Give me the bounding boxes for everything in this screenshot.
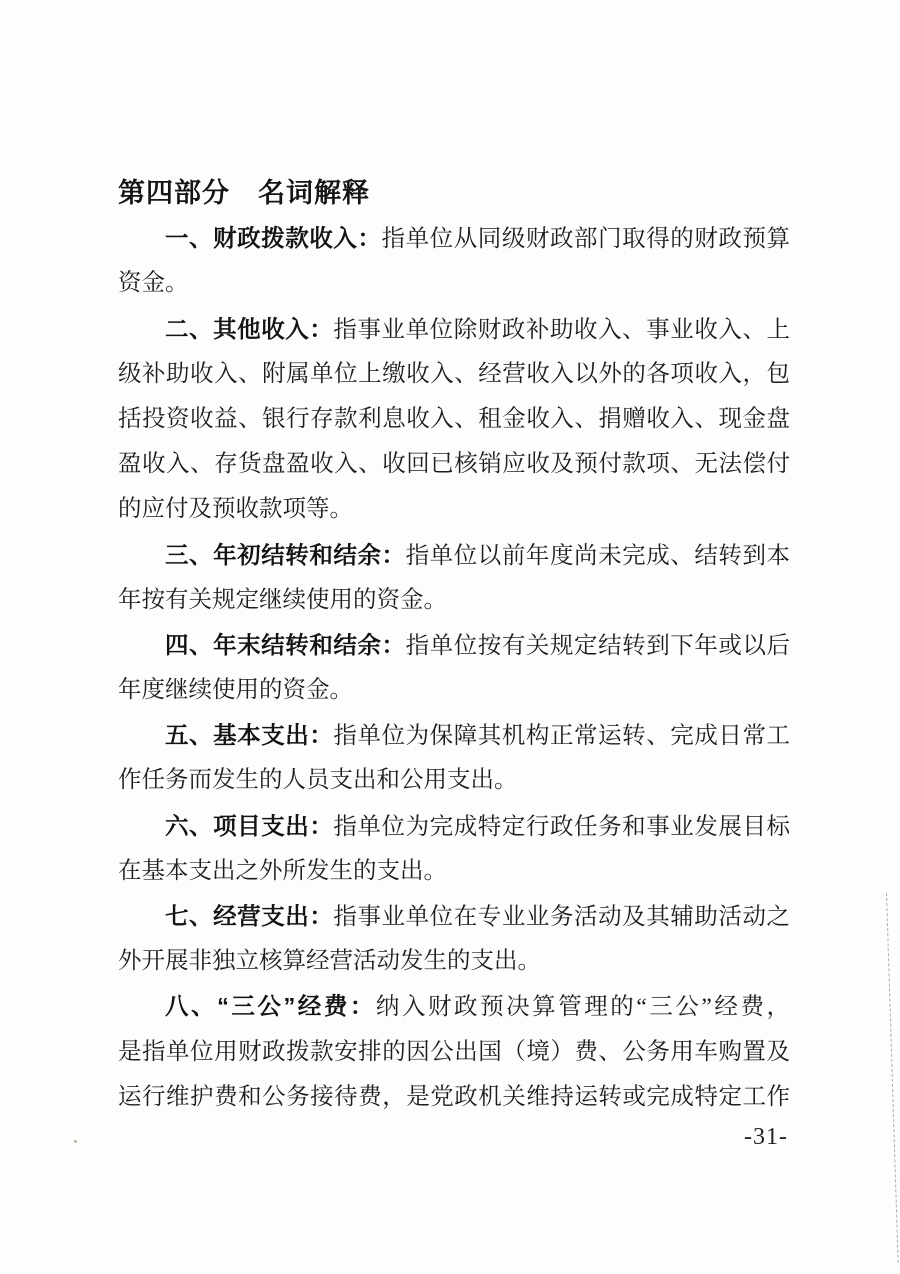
text-line (118, 894, 790, 939)
scan-artifact-dot (74, 1140, 77, 1143)
scan-artifact-line (886, 893, 899, 1263)
line-text: 指单位为保障其机构正常运转、完成日常工 (333, 723, 790, 750)
line-text: 纳入财政预决算管理的“三公”经费， (375, 994, 790, 1021)
text-line (118, 849, 790, 894)
term-label: 六、项目支出： (165, 812, 334, 839)
term-label: 三、年初结转和结余： (165, 541, 406, 568)
text-line (118, 487, 790, 532)
text-line (118, 668, 790, 713)
text-line (118, 1030, 790, 1075)
text-line (118, 1075, 790, 1120)
text-line (118, 578, 790, 623)
line-text: 指单位为完成特定行政任务和事业发展目标 (333, 813, 790, 840)
line-text: 指单位从同级财政部门取得的财政预算 (381, 226, 790, 253)
text-line (118, 804, 790, 849)
text-line (118, 533, 790, 578)
term-label: 二、其他收入： (165, 315, 334, 342)
line-text: 作任务而发生的人员支出和公用支出。 (118, 767, 518, 794)
term-label: 七、经营支出： (165, 903, 334, 929)
term-label: 五、基本支出： (165, 722, 334, 749)
text-line (118, 442, 790, 487)
line-text: 的应付及预收款项等。 (118, 496, 353, 523)
line-text: 指事业单位在专业业务活动及其辅助活动之 (333, 904, 790, 930)
text-line (118, 352, 790, 397)
text-line (118, 397, 790, 442)
text-line (118, 623, 790, 668)
text-line (118, 758, 790, 803)
line-text: 指事业单位除财政补助收入、事业收入、上 (333, 316, 790, 343)
line-text: 外开展非独立核算经营活动发生的支出。 (118, 948, 541, 975)
line-text: 是指单位用财政拨款安排的因公出国（境）费、公务用车购置及 (118, 1038, 790, 1065)
term-label: 八、“三公”经费： (165, 993, 376, 1020)
line-text: 指单位以前年度尚未完成、结转到本 (405, 542, 790, 569)
text-line (118, 307, 790, 352)
line-text: 资金。 (118, 270, 189, 297)
text-line (118, 984, 790, 1029)
term-label: 四、年末结转和结余： (165, 631, 406, 658)
term-label: 一、财政拨款收入： (165, 225, 382, 252)
line-text: 盈收入、存货盘盈收入、收回已核销应收及预付款项、无法偿付 (118, 451, 790, 478)
line-text: 级补助收入、附属单位上缴收入、经营收入以外的各项收入，包 (118, 360, 790, 387)
glossary-lines (118, 216, 790, 1120)
page-number: -31- (744, 1124, 788, 1150)
line-text: 指单位按有关规定结转到下年或以后 (405, 632, 790, 659)
line-text: 年按有关规定继续使用的资金。 (118, 586, 447, 613)
line-text: 在基本支出之外所发生的支出。 (118, 857, 447, 884)
line-text: 年度继续使用的资金。 (118, 677, 353, 704)
document-body (118, 171, 790, 1120)
text-line (118, 713, 790, 758)
text-line (118, 261, 790, 306)
line-text: 括投资收益、银行存款利息收入、租金收入、捐赠收入、现金盘 (118, 405, 790, 432)
section-title: 第四部分 名词解释 (118, 178, 370, 208)
text-line (118, 939, 790, 984)
text-line (118, 216, 790, 261)
line-text: 运行维护费和公务接待费，是党政机关维持运转或完成特定工作 (118, 1083, 790, 1110)
